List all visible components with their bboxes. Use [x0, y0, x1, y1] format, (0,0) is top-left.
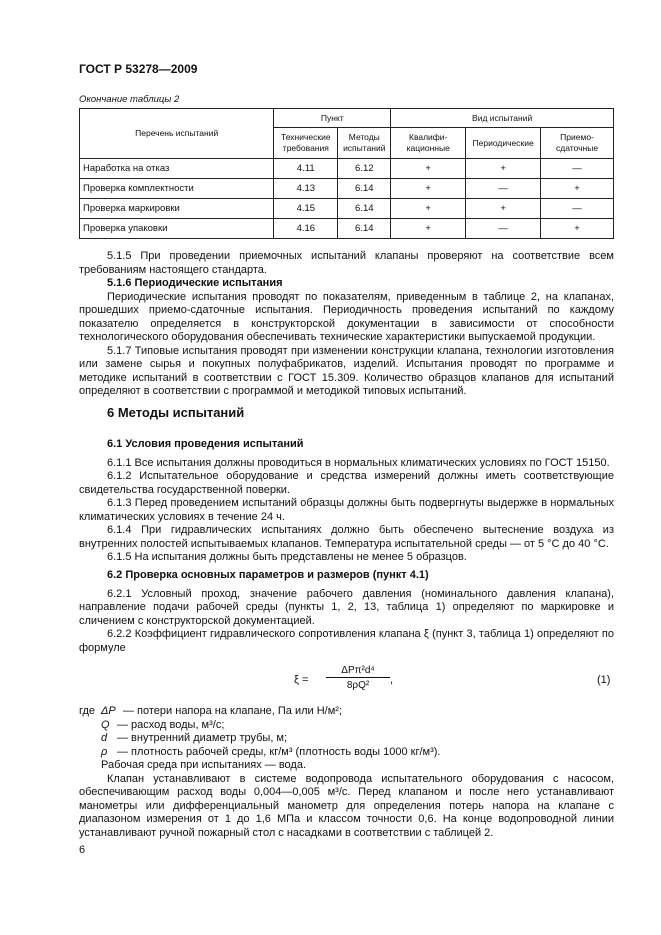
table-cell: — — [541, 199, 614, 219]
table-header-row — [80, 109, 614, 128]
col-tests-header: Перечень испытаний — [80, 109, 274, 159]
legend-symbol: d — [101, 732, 108, 744]
table-row — [80, 179, 614, 199]
table-cell: + — [466, 159, 541, 179]
legend-text: — потери напора на клапане, Па или Н/м²; — [123, 705, 343, 717]
paragraph-5-1-7: 5.1.7 Типовые испытания проводят при изменении конструкции клапана, технологии изготовления или замене сырья и покупных полуфабрикатов, изделий. Испытания проводят по программе и методике испытаний в соответствии с ГОСТ 15.309. Количество образцов клапанов для испытаний определяют в соответствии с программой и методикой типовых испытаний. — [79, 344, 614, 397]
section-5-text — [79, 250, 614, 399]
table-caption: Окончание таблицы 2 — [79, 94, 180, 105]
legend-row — [79, 759, 614, 773]
table-cell: + — [466, 199, 541, 219]
table-cell: Проверка упаковки — [80, 219, 274, 239]
group-type-header: Вид испытаний — [391, 109, 614, 128]
formula-comma: , — [390, 674, 394, 686]
table-cell: 4.15 — [274, 199, 338, 219]
table-cell: + — [541, 179, 614, 199]
table-row — [80, 219, 614, 239]
table-row — [80, 199, 614, 219]
table-cell: + — [541, 219, 614, 239]
formula-legend — [79, 705, 614, 840]
paragraph-6-1-5: 6.1.5 На испытания должны быть представлены не менее 5 образцов. — [107, 551, 467, 563]
legend-row — [79, 732, 614, 746]
table-cell: — — [466, 179, 541, 199]
table-cell: 4.16 — [274, 219, 338, 239]
formula-fraction — [326, 665, 390, 691]
legend-row — [79, 746, 614, 760]
paragraph-5-1-6: Периодические испытания проводят по показателям, приведенным в таблице 2, на клапанах, прошедших приемо-сдаточные испытания. Периодичность проведения испытаний по каждому показателю определяется в конструкторской документации в зависимости от способности технологического оборудования обеспечивать технические характеристики выпускаемой продукции. — [79, 290, 614, 343]
paragraph-5-1-5: 5.1.5 При проведении приемочных испытаний клапаны проверяют на соответствие всем требованиям настоящего стандарта. — [79, 250, 614, 276]
where-word: где — [79, 705, 96, 717]
legend-symbol: ΔP — [101, 705, 116, 717]
col-methods-header: Методы испытаний — [338, 128, 391, 159]
paragraph-6-2-1: 6.2.1 Условный проход, значение рабочего давления (номинального давления клапана), направление подачи рабочей среды (пункты 1, 2, 13, таблица 1) определяют по маркировке и сличением с конструкторской документацией. — [79, 587, 614, 627]
table-cell: + — [391, 159, 466, 179]
subheading-6-1: 6.1 Условия проведения испытаний — [107, 438, 304, 450]
paragraph-6-1-4: 6.1.4 При гидравлических испытаниях должно быть обеспечено вытеснение воздуха из внутренних полостей испытываемых клапанов. Температура испытательной среды — от 5 °С до 40 °С. — [79, 524, 614, 550]
formula-number: (1) — [597, 674, 611, 686]
table-cell: 6.14 — [338, 199, 391, 219]
subheading-6-2: 6.2 Проверка основных параметров и размеров (пункт 4.1) — [107, 569, 429, 581]
legend-row — [79, 705, 614, 719]
standard-header: ГОСТ Р 53278—2009 — [79, 62, 198, 76]
formula-1 — [294, 665, 414, 701]
col-tech-header: Технические требования — [274, 128, 338, 159]
table-cell: + — [391, 219, 466, 239]
legend-text: Рабочая среда при испытаниях — вода. — [101, 759, 307, 771]
table-cell: + — [391, 199, 466, 219]
table-cell: 4.13 — [274, 179, 338, 199]
col-qual-header: Квалифи-кационные — [391, 128, 466, 159]
legend-text: — расход воды, м³/с; — [117, 718, 225, 731]
table-cell: Проверка комплектности — [80, 179, 274, 199]
formula-denominator: 8ρQ² — [346, 680, 370, 691]
tests-table — [79, 108, 614, 239]
paragraph-6-1-2: 6.1.2 Испытательное оборудование и средства измерений должны иметь соответствующие свидетельства государственной поверки. — [79, 470, 614, 496]
paragraph-installation: Клапан устанавливают в системе водопровода испытательного оборудования с насосом, обеспечивающим расход воды 0,004—0,005 м³/с. Перед клапаном и после него устанавливают манометры или дифференциальный манометр для определения потерь напора на клапане с диапазоном измерения от 1 до 1,6 МПа и классом точности 0,6. На конце водопроводной линии устанавливают ручной пожарный стол с насадками в соответствии с таблицей 2. — [79, 772, 614, 839]
page-number: 6 — [79, 844, 86, 856]
table-cell: 6.14 — [338, 179, 391, 199]
col-period-header: Периодические — [466, 128, 541, 159]
table-cell: Наработка на отказ — [80, 159, 274, 179]
legend-text: — внутренний диаметр трубы, м; — [117, 732, 288, 744]
table-cell: 4.11 — [274, 159, 338, 179]
section-6-1-text — [79, 438, 614, 565]
subheading-5-1-6: 5.1.6 Периодические испытания — [107, 277, 283, 289]
formula-lhs: ξ = — [294, 674, 309, 686]
paragraph-6-1-1: 6.1.1 Все испытания должны проводиться в нормальных климатических условиях по ГОСТ 15150. — [107, 456, 610, 469]
paragraph-6-1-3: 6.1.3 Перед проведением испытаний образцы должны быть подвергнуты выдержке в нормальных климатических условиях в течение 24 ч. — [79, 497, 614, 523]
legend-text: — плотность рабочей среды, кг/м³ (плотность воды 1000 кг/м³). — [117, 745, 441, 758]
legend-row — [79, 719, 614, 733]
table-cell: 6.12 — [338, 159, 391, 179]
table-cell: 6.14 — [338, 219, 391, 239]
legend-symbol: ρ — [101, 745, 108, 758]
group-point-header: Пункт — [274, 109, 391, 128]
section-6-2-text — [79, 569, 614, 655]
paragraph-6-2-2: 6.2.2 Коэффициент гидравлического сопротивления клапана ξ (пункт 3, таблица 1) определяют по формуле — [79, 628, 614, 654]
formula-numerator: ΔPπ²d⁴ — [326, 665, 390, 678]
table-cell: — — [541, 159, 614, 179]
table-cell: + — [391, 179, 466, 199]
table-row — [80, 159, 614, 179]
section-6-heading: 6 Методы испытаний — [107, 405, 245, 420]
table-cell: Проверка маркировки — [80, 199, 274, 219]
legend-symbol: Q — [101, 718, 110, 731]
table-cell: — — [466, 219, 541, 239]
col-accept-header: Приемо-сдаточные — [541, 128, 614, 159]
